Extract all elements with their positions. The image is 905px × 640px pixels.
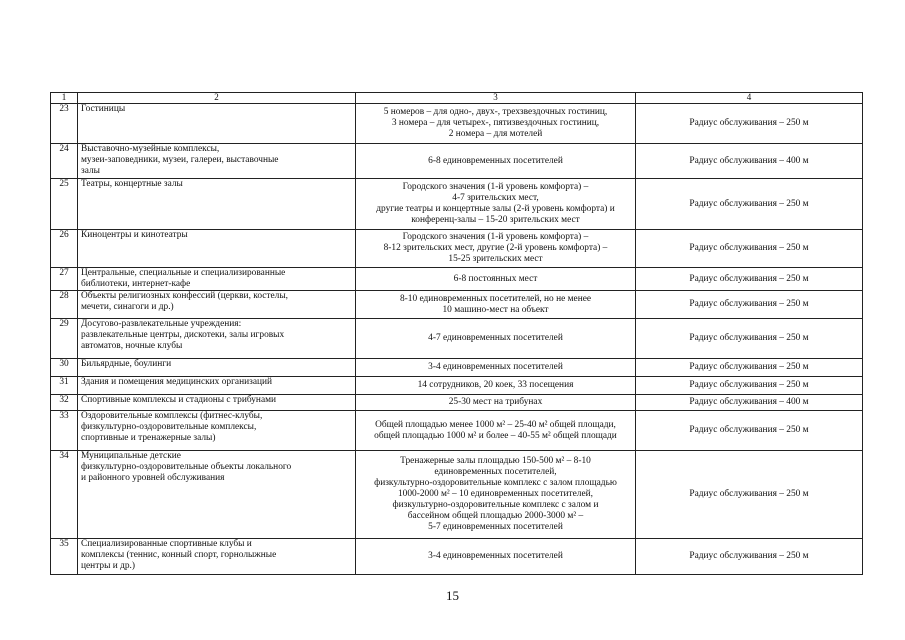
page-number: 15 xyxy=(446,588,459,603)
service-radius: Радиус обслуживания – 250 м xyxy=(636,319,863,359)
service-radius: Радиус обслуживания – 250 м xyxy=(636,268,863,291)
norm-value: 3-4 единовременных посетителей xyxy=(356,539,636,575)
object-name: Киноцентры и кинотеатры xyxy=(78,230,356,268)
row-number: 33 xyxy=(51,411,78,451)
service-radius: Радиус обслуживания – 250 м xyxy=(636,179,863,230)
table-row xyxy=(51,104,863,144)
service-radius: Радиус обслуживания – 250 м xyxy=(636,539,863,575)
object-name: Выставочно-музейные комплексы, музеи-заповедники, музеи, галереи, выставочные залы xyxy=(78,144,356,179)
row-number: 31 xyxy=(51,377,78,395)
header-row xyxy=(51,93,863,104)
row-number: 29 xyxy=(51,319,78,359)
table-row xyxy=(51,319,863,359)
header-col-1: 1 xyxy=(51,93,78,104)
service-radius: Радиус обслуживания – 250 м xyxy=(636,104,863,144)
object-name: Гостиницы xyxy=(78,104,356,144)
object-name: Бильярдные, боулинги xyxy=(78,359,356,377)
norm-value: 4-7 единовременных посетителей xyxy=(356,319,636,359)
service-radius: Радиус обслуживания – 250 м xyxy=(636,451,863,539)
norm-value: 25-30 мест на трибунах xyxy=(356,395,636,411)
norms-table xyxy=(50,92,863,575)
object-name: Муниципальные детские физкультурно-оздоровительные объекты локального и районного уровней обслуживания xyxy=(78,451,356,539)
service-radius: Радиус обслуживания – 250 м xyxy=(636,230,863,268)
row-number: 23 xyxy=(51,104,78,144)
row-number: 24 xyxy=(51,144,78,179)
object-name: Досугово-развлекательные учреждения: развлекательные центры, дискотеки, залы игровых автоматов, ночные клубы xyxy=(78,319,356,359)
row-number: 34 xyxy=(51,451,78,539)
header-col-4: 4 xyxy=(636,93,863,104)
table-row xyxy=(51,268,863,291)
norm-value: 14 сотрудников, 20 коек, 33 посещения xyxy=(356,377,636,395)
row-number: 30 xyxy=(51,359,78,377)
row-number: 26 xyxy=(51,230,78,268)
norm-value: 6-8 постоянных мест xyxy=(356,268,636,291)
service-radius: Радиус обслуживания – 400 м xyxy=(636,144,863,179)
table-row xyxy=(51,539,863,575)
header-col-2: 2 xyxy=(78,93,356,104)
service-radius: Радиус обслуживания – 250 м xyxy=(636,377,863,395)
row-number: 27 xyxy=(51,268,78,291)
norm-value: 8-10 единовременных посетителей, но не менее 10 машино-мест на объект xyxy=(356,291,636,319)
norm-value: 3-4 единовременных посетителей xyxy=(356,359,636,377)
row-number: 32 xyxy=(51,395,78,411)
table-row xyxy=(51,359,863,377)
norm-value: Тренажерные залы площадью 150-500 м² – 8-10 единовременных посетителей, физкультурно-оздоровительные комплекс с залом площадью 1000-2000 м² – 10 единовременных посетителей, физкультурно-оздоровительные комплекс с залом и бассейном общей площадью 2000-3000 м² – 5-7 единовременных посетителей xyxy=(356,451,636,539)
object-name: Объекты религиозных конфессий (церкви, костелы, мечети, синагоги и др.) xyxy=(78,291,356,319)
row-number: 28 xyxy=(51,291,78,319)
norm-value: Городского значения (1-й уровень комфорта) – 4-7 зрительских мест, другие театры и концертные залы (2-й уровень комфорта) и конференц-залы – 15-20 зрительских мест xyxy=(356,179,636,230)
service-radius: Радиус обслуживания – 400 м xyxy=(636,395,863,411)
object-name: Театры, концертные залы xyxy=(78,179,356,230)
table-row xyxy=(51,144,863,179)
service-radius: Радиус обслуживания – 250 м xyxy=(636,359,863,377)
table-row xyxy=(51,377,863,395)
table-row xyxy=(51,291,863,319)
object-name: Здания и помещения медицинских организаций xyxy=(78,377,356,395)
service-radius: Радиус обслуживания – 250 м xyxy=(636,411,863,451)
norm-value: Городского значения (1-й уровень комфорта) – 8-12 зрительских мест, другие (2-й уровень комфорта) – 15-25 зрительских мест xyxy=(356,230,636,268)
header-col-3: 3 xyxy=(356,93,636,104)
table-row xyxy=(51,451,863,539)
table-row xyxy=(51,395,863,411)
row-number: 35 xyxy=(51,539,78,575)
object-name: Спортивные комплексы и стадионы с трибунами xyxy=(78,395,356,411)
norm-value: 5 номеров – для одно-, двух-, трехзвездочных гостиниц, 3 номера – для четырех-, пятизвездочных гостиниц, 2 номера – для мотелей xyxy=(356,104,636,144)
object-name: Центральные, специальные и специализированные библиотеки, интернет-кафе xyxy=(78,268,356,291)
table-row xyxy=(51,411,863,451)
service-radius: Радиус обслуживания – 250 м xyxy=(636,291,863,319)
row-number: 25 xyxy=(51,179,78,230)
table-row xyxy=(51,179,863,230)
object-name: Оздоровительные комплексы (фитнес-клубы, физкультурно-оздоровительные комплексы, спортивные и тренажерные залы) xyxy=(78,411,356,451)
norm-value: 6-8 единовременных посетителей xyxy=(356,144,636,179)
norm-value: Общей площадью менее 1000 м² – 25-40 м² общей площади, общей площадью 1000 м² и более – 40-55 м² общей площади xyxy=(356,411,636,451)
table-row xyxy=(51,230,863,268)
object-name: Специализированные спортивные клубы и комплексы (теннис, конный спорт, горнолыжные центры и др.) xyxy=(78,539,356,575)
